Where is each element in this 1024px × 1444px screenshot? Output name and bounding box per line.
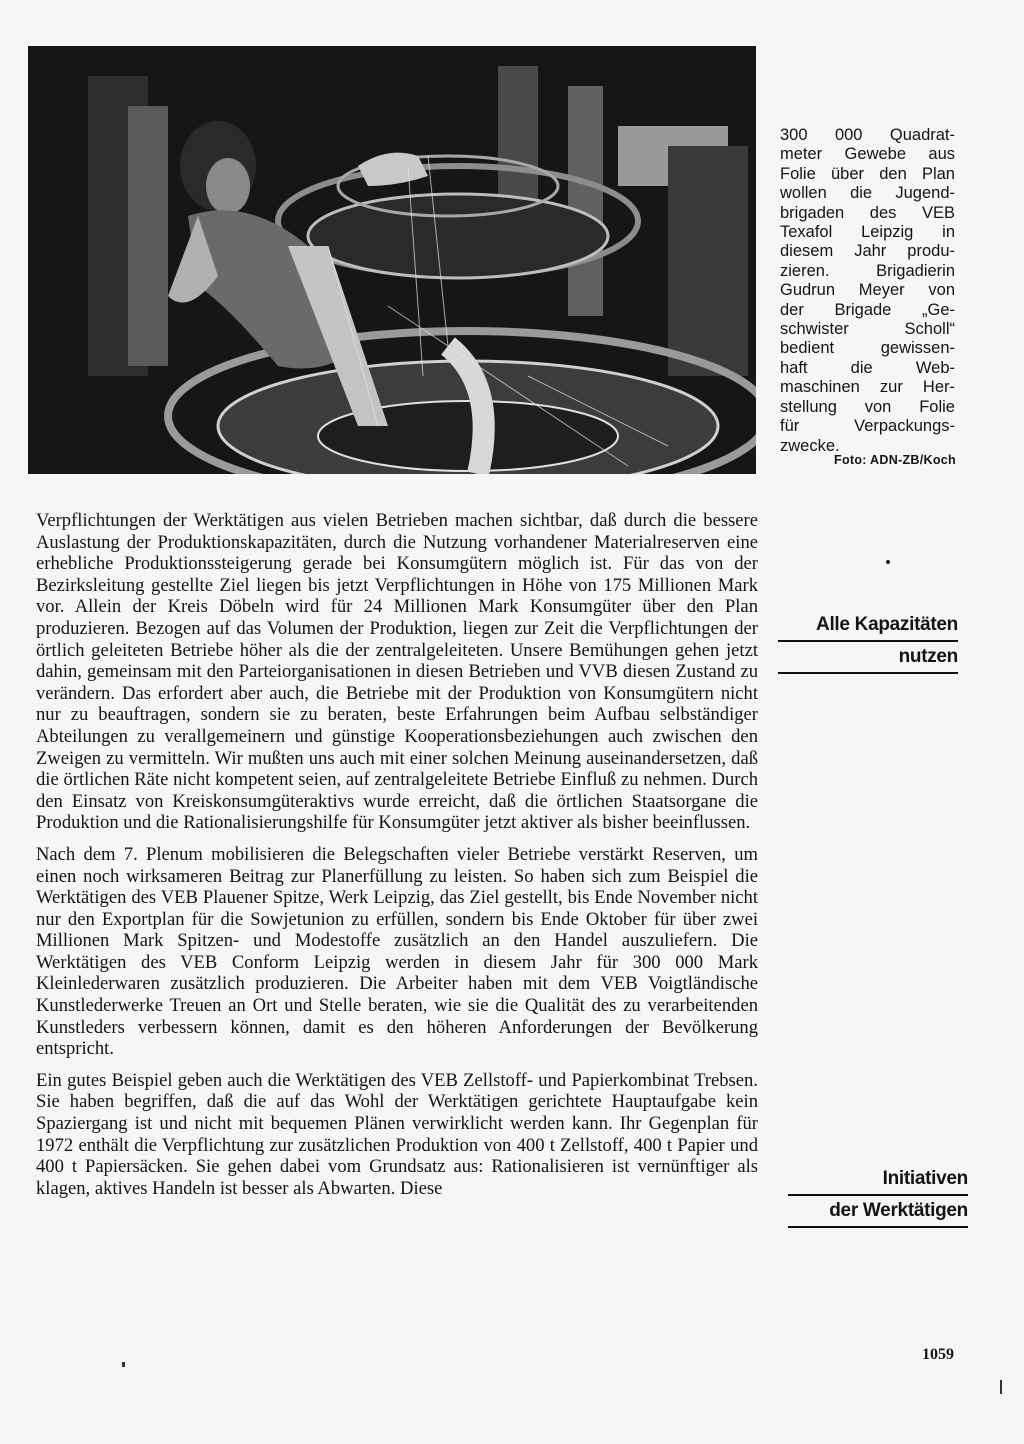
paragraph: Verpflichtungen der Werktätigen aus vielen Betrieben machen sichtbar, daß durch die bessere Auslastung der Produktionskapazitäten, durch die Nutzung vorhandener Materialreserven eine erhebliche Produktionssteigerung gerade bei Konsumgütern möglich ist. Für das von der Bezirksleitung gestellte Ziel liegen bis jetzt Verpflichtungen in Höhe von 175 Millionen Mark vor. Allein der Kreis Döbeln wird für 24 Millionen Mark Konsumgüter über den Plan produzieren. Bezogen auf das Volumen der Produktion, liegen zur Zeit die Verpflichtungen der örtlich geleiteten Betriebe höher als die der zentralgeleiteten. Unsere Bemühungen gehen jetzt dahin, gemeinsam mit den Parteiorganisationen in diesen Betrieben und VVB diesen Zustand zu verändern. Das erfordert aber auch, die Betriebe mit der Produktion von Konsumgütern nicht nur zu beauftragen, sondern sie zu beraten, beste Erfahrungen beim Aufbau selbständiger Abteilungen zu verallgemeinern und günstige Kooperationsbeziehungen auch zwischen den Zweigen zu vermitteln. Wir mußten uns auch mit einer solchen Meinung auseinandersetzen, daß die örtlichen Räte nicht kompetent seien, auf zentralgeleitete Betriebe Einfluß zu nehmen. Durch den Einsatz von Kreiskonsumgüteraktivs wurde erreicht, daß die örtlichen Staatsorgane die Produktion und die Rationalisierungshilfe für Konsumgüter jetzt aktiver als bisher beeinflussen. (36, 510, 758, 834)
scan-speck (1000, 1380, 1002, 1394)
section-heading-initiativen (788, 1164, 968, 1228)
caption-line: Folie über den Plan (780, 164, 955, 183)
caption-line: schwister Scholl“ (780, 320, 955, 339)
photo-credit: Foto: ADN-ZB/Koch (834, 453, 956, 467)
caption-line: stellung von Folie (780, 397, 955, 416)
heading-line: der Werktätigen (788, 1196, 968, 1228)
photo-caption-text (780, 126, 955, 456)
textile-machine-photo (28, 46, 756, 474)
heading-line: nutzen (778, 642, 958, 674)
heading-line: Initiativen (788, 1164, 968, 1196)
paragraph: Ein gutes Beispiel geben auch die Werktätigen des VEB Zellstoff- und Papierkombinat Trebsen. Sie haben begriffen, daß die auf das Wohl der Werktätigen gerichtete Hauptaufgabe kein Spaziergang ist und nicht mit bequemen Plänen verwirklicht werden kann. Ihr Gegenplan für 1972 enthält die Verpflichtung zur zusätzlichen Produktion von 400 t Zellstoff, 400 t Papier und 400 t Papiersäcken. Sie gehen dabei vom Grundsatz aus: Rationalisieren ist vernünftiger als klagen, aktives Handeln ist besser als Abwarten. Diese (36, 1069, 758, 1199)
caption-line: brigaden des VEB (780, 203, 955, 222)
photo-caption (780, 126, 955, 456)
bullet-dot (886, 560, 890, 564)
caption-line: meter Gewebe aus (780, 145, 955, 164)
caption-line: für Verpackungs- (780, 417, 955, 436)
paragraph: Nach dem 7. Plenum mobilisieren die Belegschaften vieler Betriebe verstärkt Reserven, um einen noch wirksameren Beitrag zur Planerfüllung zu leisten. So haben sich zum Beispiel die Werktätigen des VEB Plauener Spitze, Werk Leipzig, das Ziel gestellt, bis Ende November nicht nur den Exportplan für die Sowjetunion zu erfüllen, sondern bis Ende Oktober für über zwei Millionen Mark Spitzen- und Modestoffe zusätzlich an den Handel auszuliefern. Die Werktätigen des VEB Conform Leipzig werden in diesem Jahr für 300 000 Mark Kleinlederwaren zusätzlich produzieren. Die Arbeiter haben mit dem VEB Voigtländische Kunstlederwerke Treuen an Ort und Stelle beraten, wie sie die Qualität des zu verarbeitenden Kunstleders verbessern können, damit es den höheren Anforderungen der Bevölkerung entspricht. (36, 843, 758, 1060)
caption-line: zwecke. (780, 436, 840, 455)
caption-line: 300 000 Quadrat- (780, 126, 955, 144)
caption-line: zieren. Brigadierin (780, 261, 955, 280)
photo-illustration (28, 46, 756, 474)
scan-speck (122, 1362, 125, 1367)
page-number: 1059 (922, 1346, 954, 1363)
caption-line: haft die Web- (780, 358, 955, 377)
caption-line: maschinen zur Her- (780, 378, 955, 397)
caption-line: bedient gewissen- (780, 339, 955, 358)
caption-line: Texafol Leipzig in (780, 223, 955, 242)
heading-line: Alle Kapazitäten (778, 610, 958, 642)
section-heading-kapazitaeten (778, 610, 958, 674)
caption-line: diesem Jahr produ- (780, 242, 955, 261)
caption-line: Gudrun Meyer von (780, 281, 955, 300)
article-body (36, 510, 758, 1209)
caption-line: wollen die Jugend- (780, 184, 955, 203)
caption-line: der Brigade „Ge- (780, 300, 955, 319)
